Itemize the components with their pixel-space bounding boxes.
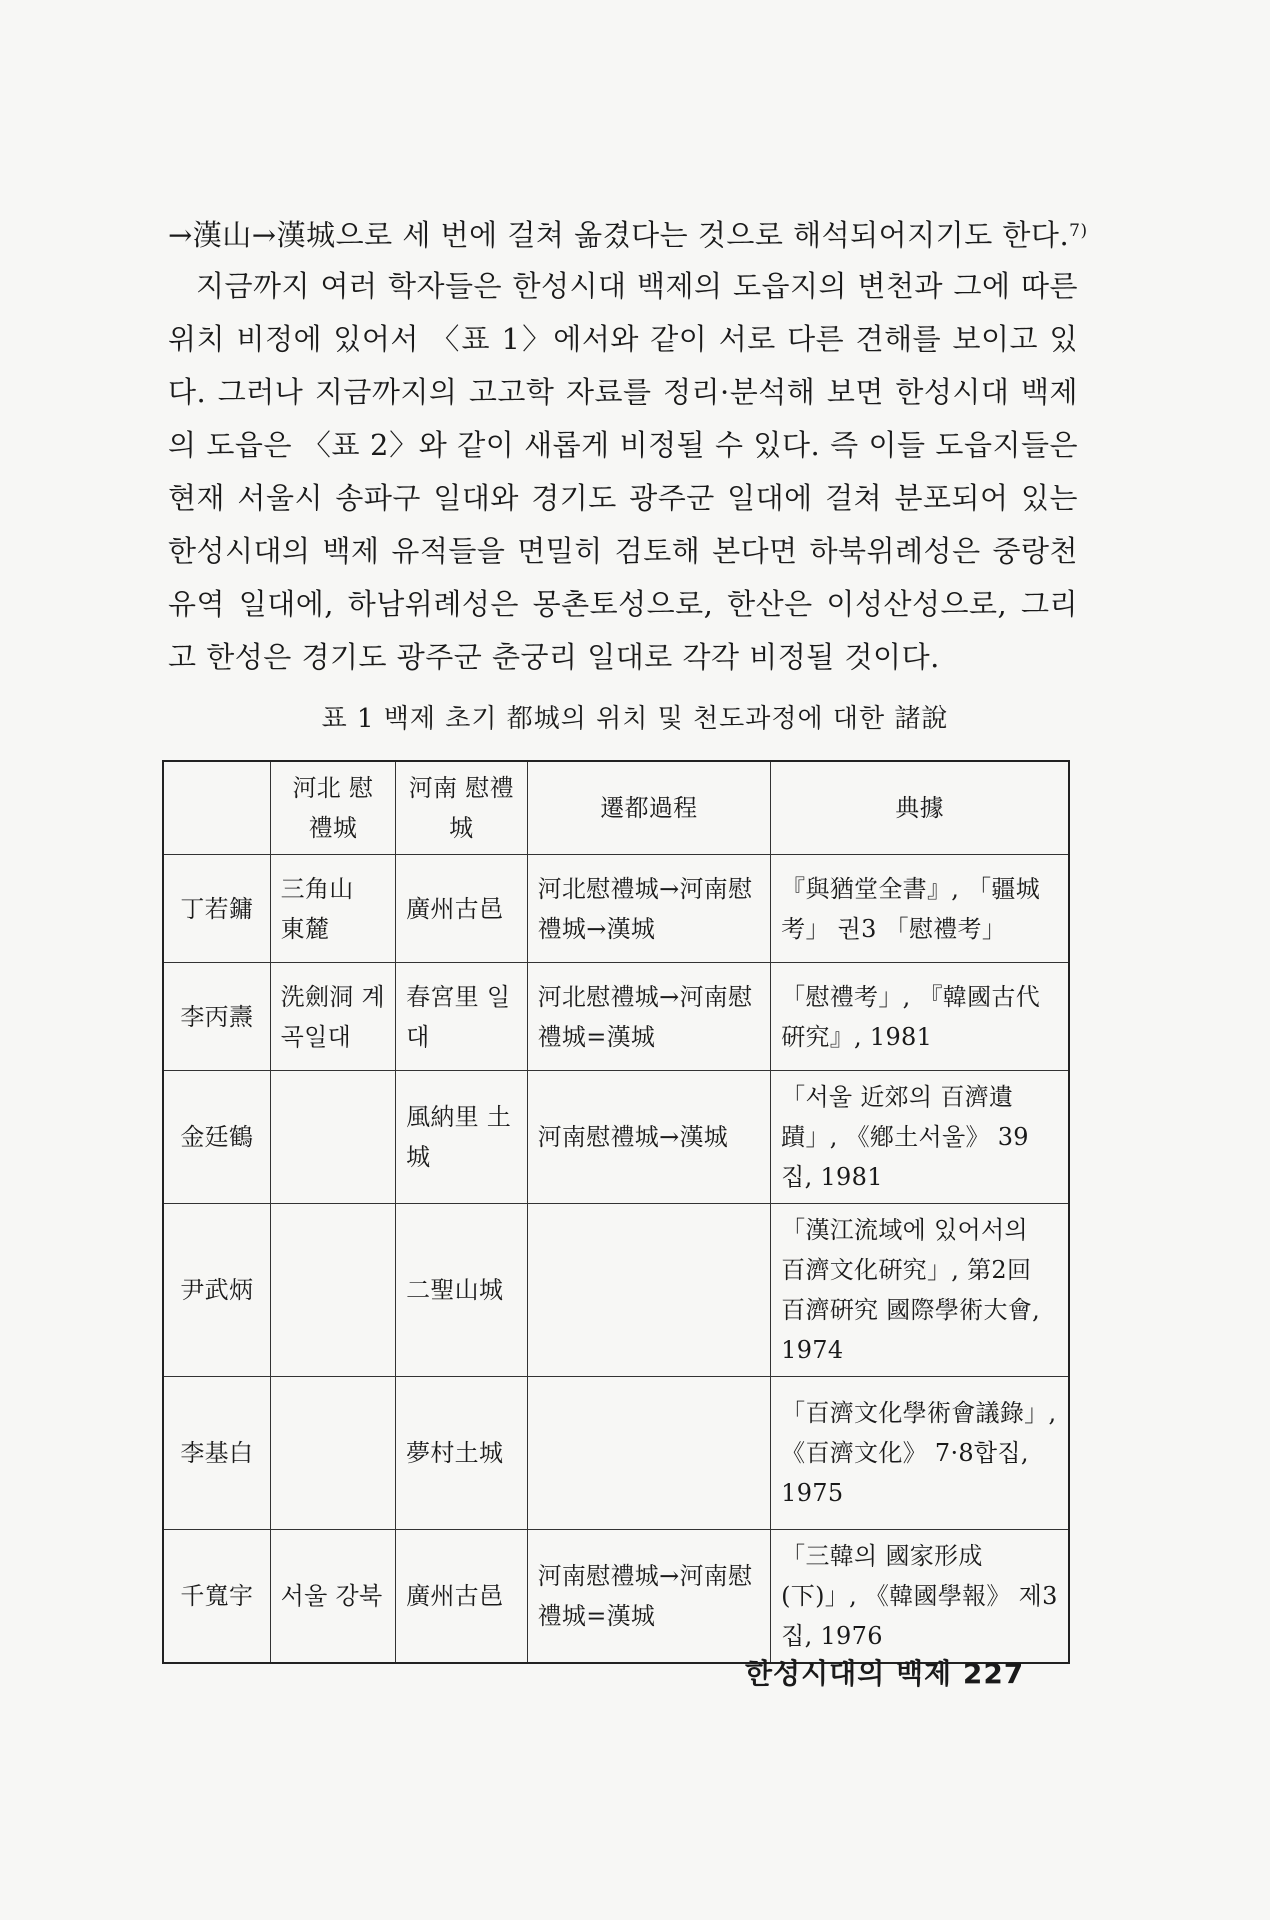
table-cell: 三角山 東麓 xyxy=(270,855,395,963)
table-cell: 「서울 近郊의 百濟遺蹟」, 《鄕土서울》 39집, 1981 xyxy=(771,1071,1069,1204)
table-row xyxy=(163,1204,1069,1377)
table-cell: 「漢江流域에 있어서의 百濟文化硏究」, 第2回 百濟硏究 國際學術大會, 1974 xyxy=(771,1204,1069,1377)
header-cell xyxy=(163,761,270,855)
table-cell: 春宮里 일대 xyxy=(396,963,528,1071)
scholar-cell: 千寬宇 xyxy=(163,1530,270,1664)
table-cell: 河南慰禮城→漢城 xyxy=(527,1071,771,1204)
footnote-marker: 7) xyxy=(1069,221,1088,241)
table-cell: 『與猶堂全書』, 「疆城考」 권3 「慰禮考」 xyxy=(771,855,1069,963)
table-cell: 河北慰禮城→河南慰禮城=漢城 xyxy=(527,963,771,1071)
scholar-cell: 金廷鶴 xyxy=(163,1071,270,1204)
table-cell: 「百濟文化學術會議錄」, 《百濟文化》 7·8합집, 1975 xyxy=(771,1377,1069,1530)
page-number: 227 xyxy=(962,1657,1025,1690)
table-cell: 廣州古邑 xyxy=(396,1530,528,1664)
header-cell: 典據 xyxy=(771,761,1069,855)
theories-table xyxy=(162,760,1070,1664)
table-cell xyxy=(270,1071,395,1204)
table-cell: 「三韓의 國家形成(下)」, 《韓國學報》 제3집, 1976 xyxy=(771,1530,1069,1664)
header-cell: 河北 慰禮城 xyxy=(270,761,395,855)
header-cell: 遷都過程 xyxy=(527,761,771,855)
table-cell xyxy=(270,1204,395,1377)
header-cell: 河南 慰禮城 xyxy=(396,761,528,855)
table-row xyxy=(163,1071,1069,1204)
scholar-cell: 尹武炳 xyxy=(163,1204,270,1377)
table-cell: 二聖山城 xyxy=(396,1204,528,1377)
table-cell xyxy=(270,1377,395,1530)
table-cell: 河北慰禮城→河南慰禮城→漢城 xyxy=(527,855,771,963)
table-cell xyxy=(527,1204,771,1377)
table-cell: 洗劍洞 계곡일대 xyxy=(270,963,395,1071)
table-cell: 夢村土城 xyxy=(396,1377,528,1530)
table-cell: 서울 강북 xyxy=(270,1530,395,1664)
table-row xyxy=(163,1530,1069,1664)
table-caption: 표 1 백제 초기 都城의 위치 및 천도과정에 대한 諸說 xyxy=(321,704,949,734)
table-cell: 風納里 土城 xyxy=(396,1071,528,1204)
table-row xyxy=(163,855,1069,963)
table-cell: 「慰禮考」, 『韓國古代硏究』, 1981 xyxy=(771,963,1069,1071)
running-title: 한성시대의 백제 xyxy=(745,1657,953,1690)
table-row xyxy=(163,963,1069,1071)
page-footer xyxy=(745,1652,1024,1692)
table-row xyxy=(163,1377,1069,1530)
table-cell xyxy=(527,1377,771,1530)
body-first-line xyxy=(168,215,1088,255)
scholar-cell: 李丙燾 xyxy=(163,963,270,1071)
table-cell: 河南慰禮城→河南慰禮城=漢城 xyxy=(527,1530,771,1664)
table-cell: 廣州古邑 xyxy=(396,855,528,963)
scholar-cell: 李基白 xyxy=(163,1377,270,1530)
table-header-row xyxy=(163,761,1069,855)
body-paragraph: 지금까지 여러 학자들은 한성시대 백제의 도읍지의 변천과 그에 따른 위치 비정에 있어서 〈표 1〉에서와 같이 서로 다른 견해를 보이고 있다. 그러나 지금까지의 고고학 자료를 정리·분석해 보면 한성시대 백제의 도읍은 〈표 2〉와 같이 새롭게 비정될 수 있다. 즉 이들 도읍지들은 현재 서울시 송파구 일대와 경기도 광주군 일대에 걸쳐 분포되어 있는 한성시대의 백제 유적들을 면밀히 검토해 본다면 하북위례성은 중랑천 유역 일대에, 하남위례성은 몽촌토성으로, 한산은 이성산성으로, 그리고 한성은 경기도 광주군 춘궁리 일대로 각각 비정될 것이다. xyxy=(168,269,1078,674)
first-line-text: →漢山→漢城으로 세 번에 걸쳐 옮겼다는 것으로 해석되어지기도 한다. xyxy=(168,218,1070,252)
scholar-cell: 丁若鏞 xyxy=(163,855,270,963)
